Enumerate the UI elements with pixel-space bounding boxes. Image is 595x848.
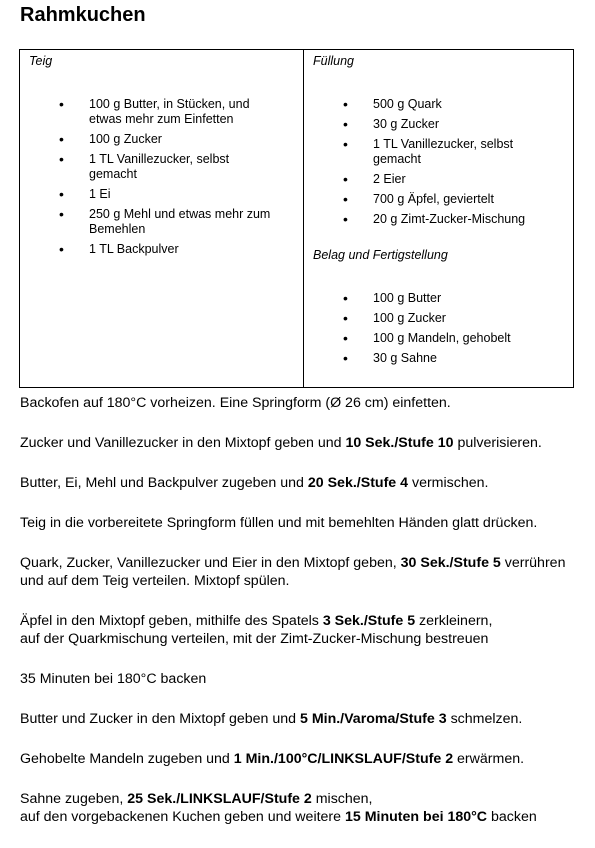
ingredient-item (314, 291, 574, 306)
instruction-step (20, 434, 595, 452)
bullet-icon: • (343, 310, 348, 326)
instruction-step (20, 474, 595, 492)
bullet-icon: • (343, 96, 348, 112)
instruction-step (20, 670, 595, 688)
ingredient-text: 30 g Zucker (373, 117, 440, 131)
step-highlight: 10 Sek./Stufe 10 (345, 435, 454, 451)
belag-list (314, 291, 574, 371)
step-text: vermischen. (408, 475, 489, 491)
ingredient-text: 2 Eier (373, 172, 406, 186)
step-text: schmelzen. (446, 711, 523, 727)
ingredient-text: 1 Ei (89, 187, 111, 201)
ingredient-item (30, 207, 295, 237)
ingredient-item (314, 331, 574, 346)
instruction-step (20, 790, 595, 826)
bullet-icon: • (343, 191, 348, 207)
bullet-icon: • (343, 171, 348, 187)
step-highlight: 5 Min./Varoma/Stufe 3 (299, 711, 447, 727)
bullet-icon: • (343, 136, 348, 152)
bullet-icon: • (343, 330, 348, 346)
step-text: Backofen auf 180°C vorheizen. Eine Springform (Ø 26 cm) einfetten. (20, 395, 451, 411)
ingredient-text: 20 g Zimt-Zucker-Mischung (373, 212, 526, 226)
ingredient-item (314, 172, 574, 187)
instructions (20, 394, 595, 848)
instruction-step (20, 554, 595, 590)
step-highlight: 30 Sek./Stufe 5 (400, 555, 501, 571)
ingredients-table (19, 49, 574, 388)
step-text: Äpfel in den Mixtopf geben, mithilfe des Spatels (20, 613, 323, 629)
step-text: zerkleinern, (415, 613, 493, 629)
instruction-step (20, 750, 595, 768)
teig-list (30, 97, 295, 262)
ingredient-text: 500 g Quark (373, 97, 442, 111)
step-text: Gehobelte Mandeln zugeben und (20, 751, 234, 767)
fuellung-list (314, 97, 574, 232)
ingredient-text: gemacht (89, 167, 137, 181)
step-text: Sahne zugeben, (20, 791, 128, 807)
fuellung-heading: Füllung (313, 54, 354, 68)
ingredient-item (30, 132, 295, 147)
bullet-icon: • (59, 206, 64, 222)
ingredient-text: 1 TL Vanillezucker, selbst (373, 137, 514, 151)
ingredient-text: 100 g Zucker (373, 311, 446, 325)
step-text: 35 Minuten bei 180°C backen (20, 671, 207, 687)
ingredient-text: 30 g Sahne (373, 351, 437, 365)
ingredient-item (314, 137, 574, 167)
page-title: Rahmkuchen (20, 4, 146, 26)
step-text: Butter, Ei, Mehl und Backpulver zugeben und (20, 475, 308, 491)
bullet-icon: • (343, 116, 348, 132)
step-text: auf der Quarkmischung verteilen, mit der Zimt-Zucker-Mischung bestreuen (20, 631, 489, 647)
ingredient-text: 100 g Butter, in Stücken, und (89, 97, 250, 111)
ingredient-item (314, 117, 574, 132)
step-text: Teig in die vorbereitete Springform füllen und mit bemehlten Händen glatt drücken. (20, 515, 538, 531)
step-highlight: 1 Min./100°C/LINKSLAUF/Stufe 2 (233, 751, 454, 767)
instruction-step (20, 394, 595, 412)
bullet-icon: • (59, 186, 64, 202)
instruction-step (20, 612, 595, 648)
instruction-step (20, 514, 595, 532)
instruction-step (20, 710, 595, 728)
teig-heading: Teig (29, 54, 53, 68)
step-text: verrühren (500, 555, 566, 571)
ingredient-item (314, 192, 574, 207)
step-text: Zucker und Vanillezucker in den Mixtopf geben und (20, 435, 346, 451)
ingredient-item (30, 187, 295, 202)
ingredient-text: 100 g Butter (373, 291, 442, 305)
ingredient-text: 1 TL Backpulver (89, 242, 179, 256)
bullet-icon: • (59, 131, 64, 147)
step-text: Butter und Zucker in den Mixtopf geben und (20, 711, 300, 727)
ingredient-text: 700 g Äpfel, geviertelt (373, 192, 494, 206)
ingredient-item (314, 351, 574, 366)
ingredient-text: 250 g Mehl und etwas mehr zum (89, 207, 271, 221)
ingredient-text: etwas mehr zum Einfetten (89, 112, 234, 126)
step-text: erwärmen. (453, 751, 525, 767)
ingredient-text: Bemehlen (89, 222, 146, 236)
ingredient-text: 1 TL Vanillezucker, selbst (89, 152, 230, 166)
bullet-icon: • (343, 211, 348, 227)
fuellung-column (304, 50, 573, 387)
teig-column (20, 50, 304, 387)
bullet-icon: • (343, 350, 348, 366)
ingredient-item (314, 311, 574, 326)
ingredient-item (314, 212, 574, 227)
step-text: und auf dem Teig verteilen. Mixtopf spülen. (20, 573, 290, 589)
step-text: pulverisieren. (453, 435, 542, 451)
step-highlight: 25 Sek./LINKSLAUF/Stufe 2 (127, 791, 312, 807)
step-text: auf den vorgebackenen Kuchen geben und weitere (20, 809, 345, 825)
ingredient-text: gemacht (373, 152, 421, 166)
step-highlight: 3 Sek./Stufe 5 (322, 613, 416, 629)
step-text: mischen, (311, 791, 373, 807)
ingredient-item (30, 97, 295, 127)
ingredient-text: 100 g Mandeln, gehobelt (373, 331, 511, 345)
step-text: backen (487, 809, 537, 825)
ingredient-text: 100 g Zucker (89, 132, 162, 146)
ingredient-item (314, 97, 574, 112)
bullet-icon: • (59, 241, 64, 257)
ingredient-item (30, 152, 295, 182)
bullet-icon: • (59, 96, 64, 112)
step-text: Quark, Zucker, Vanillezucker und Eier in den Mixtopf geben, (20, 555, 401, 571)
ingredient-item (30, 242, 295, 257)
bullet-icon: • (343, 290, 348, 306)
belag-heading: Belag und Fertigstellung (313, 248, 448, 262)
step-highlight: 15 Minuten bei 180°C (344, 809, 488, 825)
step-highlight: 20 Sek./Stufe 4 (307, 475, 409, 491)
bullet-icon: • (59, 151, 64, 167)
